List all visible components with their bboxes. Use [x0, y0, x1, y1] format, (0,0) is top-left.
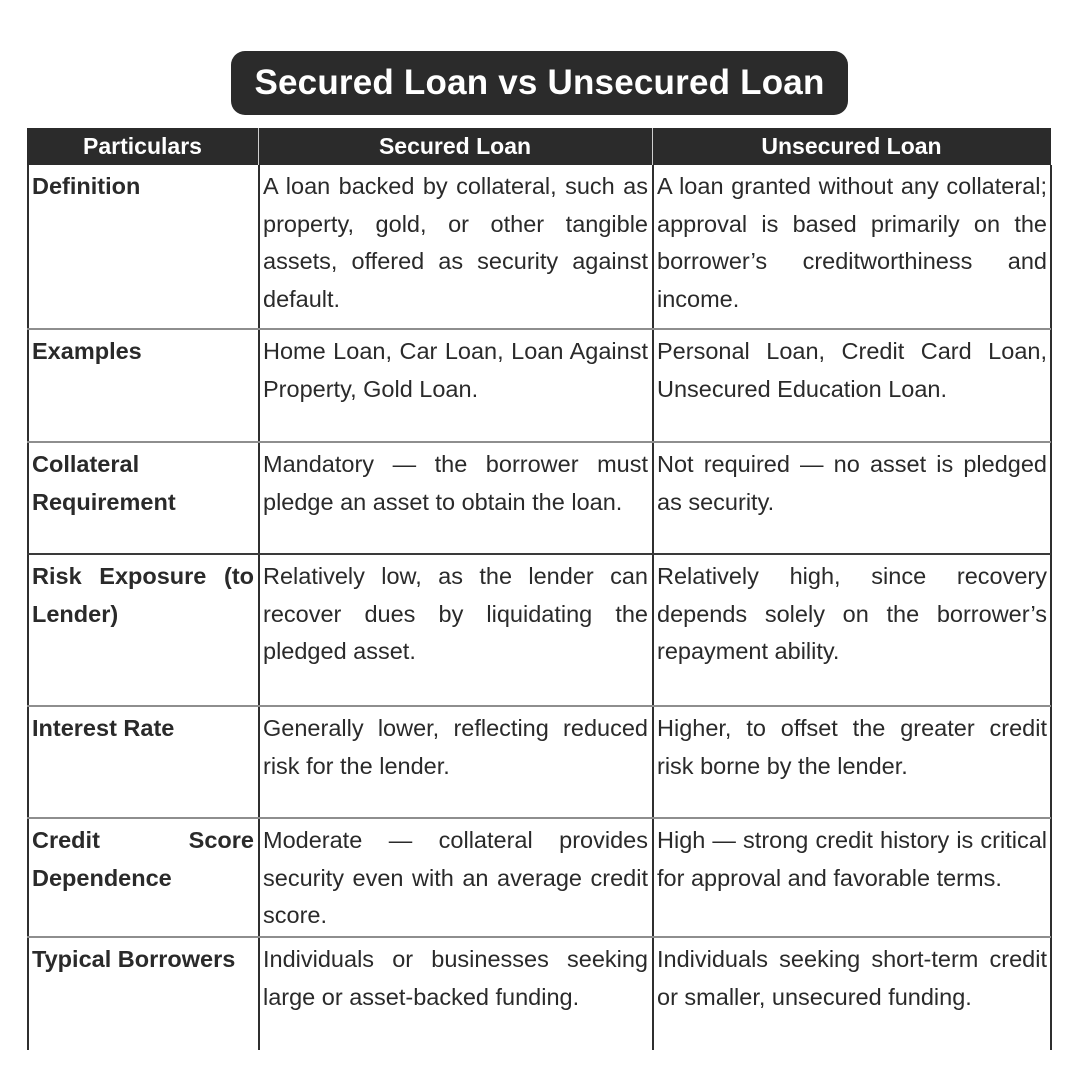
cell-unsecured: A loan granted without any collateral; approval is based primarily on the borrower’s creditworthiness and income.: [657, 173, 1047, 312]
page-title: Secured Loan vs Unsecured Loan: [254, 63, 825, 102]
table-row-typical-borrowers: [27, 938, 1051, 1050]
cell-unsecured: Individuals seeking short-term credit or smaller, unsecured funding.: [657, 946, 1047, 1010]
cell-secured: Generally lower, reflecting reduced risk for the lender.: [263, 715, 648, 779]
cell-particular: Interest Rate: [32, 715, 175, 741]
cell-particular: Examples: [32, 338, 142, 364]
cell-unsecured: Personal Loan, Credit Card Loan, Unsecured Education Loan.: [657, 338, 1047, 402]
header-unsecured-loan: Unsecured Loan: [761, 133, 942, 159]
cell-unsecured: Not required — no asset is pledged as security.: [657, 451, 1047, 515]
cell-secured: Moderate — collateral provides security even with an average credit score.: [263, 827, 648, 929]
table-row-examples: [27, 330, 1051, 442]
cell-unsecured: High — strong credit history is critical for approval and favorable terms.: [657, 827, 1047, 891]
cell-secured: Individuals or businesses seeking large or asset-backed funding.: [263, 946, 648, 1010]
cell-unsecured: Relatively high, since recovery depends solely on the borrower’s repayment ability.: [657, 563, 1047, 665]
cell-particular: Definition: [32, 173, 141, 199]
table-row-credit-score-dependence: [27, 819, 1051, 937]
table-row-risk-exposure: [27, 555, 1051, 706]
table-row-interest-rate: [27, 707, 1051, 818]
title-banner: [231, 51, 848, 115]
header-secured-loan: Secured Loan: [378, 133, 532, 159]
cell-secured: Mandatory — the borrower must pledge an asset to obtain the loan.: [263, 451, 648, 515]
cell-particular: Credit Score Dependence: [32, 827, 254, 891]
cell-secured: A loan backed by collateral, such as property, gold, or other tangible assets, offered as security against default.: [263, 173, 648, 312]
cell-secured: Home Loan, Car Loan, Loan Against Property, Gold Loan.: [263, 338, 648, 402]
table-header-row: [27, 128, 1051, 165]
cell-particular: Collateral Requirement: [32, 451, 176, 515]
cell-unsecured: Higher, to offset the greater credit risk borne by the lender.: [657, 715, 1047, 779]
table-row-collateral-requirement: [27, 443, 1051, 554]
table-row-definition: [27, 165, 1051, 329]
header-particulars: Particulars: [83, 133, 202, 159]
cell-secured: Relatively low, as the lender can recover dues by liquidating the pledged asset.: [263, 563, 648, 665]
cell-particular: Risk Exposure (to Lender): [32, 563, 254, 627]
cell-particular: Typical Borrowers: [32, 946, 236, 972]
